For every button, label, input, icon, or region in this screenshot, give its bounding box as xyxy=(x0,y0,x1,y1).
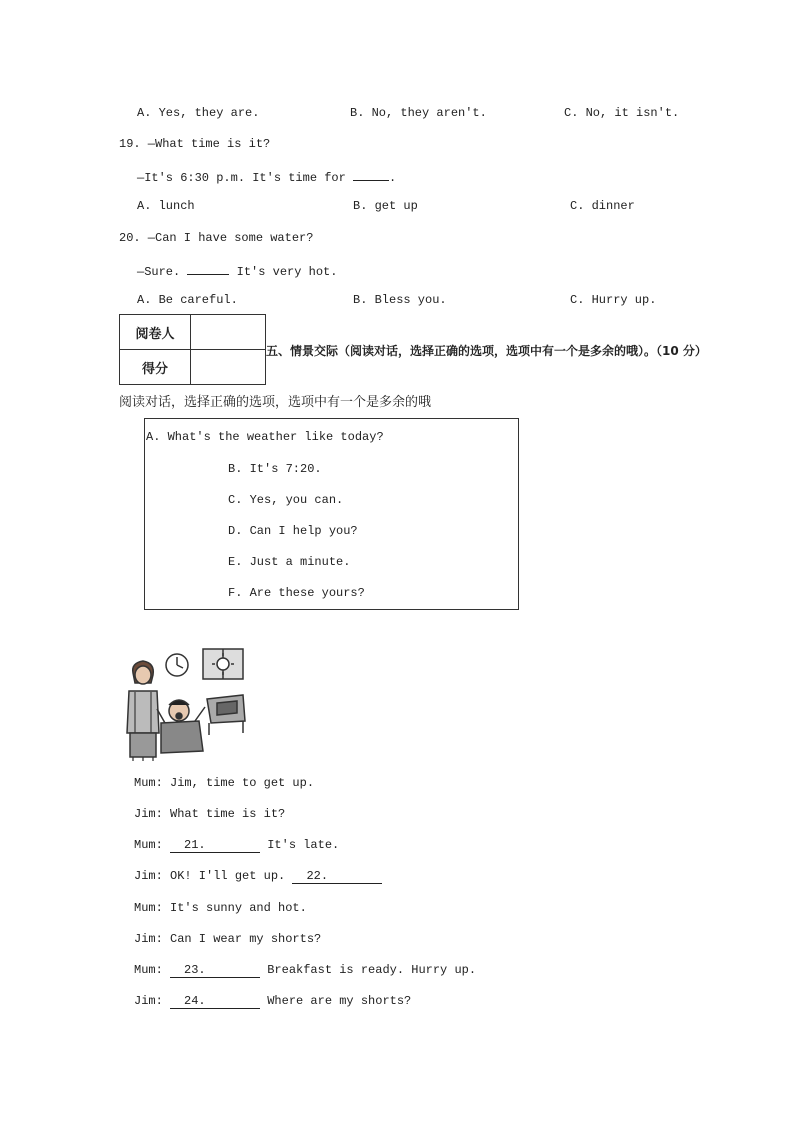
dialogue-line-7-speaker: Mum: xyxy=(134,963,163,977)
dialogue-line-8-text: Where are my shorts? xyxy=(267,994,412,1008)
score-table xyxy=(119,314,266,385)
answer-blank-23-number: 23. xyxy=(184,963,206,977)
answer-blank-21-number: 21. xyxy=(184,838,206,852)
choice-c: C. Yes, you can. xyxy=(228,493,344,507)
q19-option-b: B. get up xyxy=(353,199,418,213)
choices-box xyxy=(144,418,519,610)
choice-a: A. What's the weather like today? xyxy=(146,430,384,444)
answer-blank-21[interactable] xyxy=(170,838,260,853)
dialogue-line-4 xyxy=(134,869,382,884)
clock-icon xyxy=(166,654,188,676)
q19-answer-prefix: —It's 6:30 p.m. It's time for xyxy=(137,171,346,185)
q19-answer-suffix: . xyxy=(389,171,397,185)
answer-blank-24[interactable] xyxy=(170,994,260,1009)
dialogue-line-1: Mum: Jim, time to get up. xyxy=(134,776,315,790)
choice-b: B. It's 7:20. xyxy=(228,462,322,476)
q18-option-c: C. No, it isn't. xyxy=(564,106,680,120)
q18-option-a: A. Yes, they are. xyxy=(137,106,260,120)
q20-answer-prefix: —Sure. xyxy=(137,265,181,279)
q19-blank xyxy=(353,168,389,181)
answer-blank-24-number: 24. xyxy=(184,994,206,1008)
q20-answer-suffix: It's very hot. xyxy=(236,265,338,279)
choice-d: D. Can I help you? xyxy=(228,524,358,538)
dialogue-line-3-text: It's late. xyxy=(267,838,340,852)
answer-blank-22[interactable] xyxy=(292,869,382,884)
dialogue-line-3-speaker: Mum: xyxy=(134,838,163,852)
q20-option-b: B. Bless you. xyxy=(353,293,447,307)
score-label: 得分 xyxy=(120,350,191,385)
window-sun-icon xyxy=(203,649,243,679)
reviewer-label: 阅卷人 xyxy=(120,315,191,350)
boy-in-bed xyxy=(157,700,205,753)
dialogue-line-7-text: Breakfast is ready. Hurry up. xyxy=(267,963,477,977)
choice-f: F. Are these yours? xyxy=(228,586,365,600)
q19-option-a: A. lunch xyxy=(137,199,195,213)
answer-blank-22-number: 22. xyxy=(306,869,329,883)
q19-answer xyxy=(137,168,396,185)
illustration-mum-waking-jim xyxy=(121,643,251,765)
q20-answer xyxy=(137,262,337,279)
q19-question: 19. —What time is it? xyxy=(119,137,271,151)
section-title: 五、情景交际（阅读对话，选择正确的选项，选项中有一个是多余的哦）。（10 分） xyxy=(266,344,707,358)
q18-option-b: B. No, they aren't. xyxy=(350,106,487,120)
reviewer-cell[interactable] xyxy=(191,315,266,350)
dialogue-line-2: Jim: What time is it? xyxy=(134,807,286,821)
dialogue-line-3 xyxy=(134,838,339,853)
dialogue-line-4-text: Jim: OK! I'll get up. xyxy=(134,869,286,883)
dialogue-line-6: Jim: Can I wear my shorts? xyxy=(134,932,322,946)
mother-figure xyxy=(127,661,159,761)
dialogue-line-7 xyxy=(134,963,476,978)
q20-blank xyxy=(187,262,229,275)
dialogue-line-8 xyxy=(134,994,411,1009)
answer-blank-23[interactable] xyxy=(170,963,260,978)
dialogue-line-5: Mum: It's sunny and hot. xyxy=(134,901,307,915)
q19-option-c: C. dinner xyxy=(570,199,635,213)
section-instruction: 阅读对话，选择正确的选项，选项中有一个是多余的哦 xyxy=(119,395,432,410)
dialogue-line-8-speaker: Jim: xyxy=(134,994,163,1008)
q20-question: 20. —Can I have some water? xyxy=(119,231,314,245)
score-cell[interactable] xyxy=(191,350,266,385)
armchair-icon xyxy=(207,695,245,735)
choice-e: E. Just a minute. xyxy=(228,555,351,569)
q20-option-a: A. Be careful. xyxy=(137,293,238,307)
q20-option-c: C. Hurry up. xyxy=(570,293,657,307)
